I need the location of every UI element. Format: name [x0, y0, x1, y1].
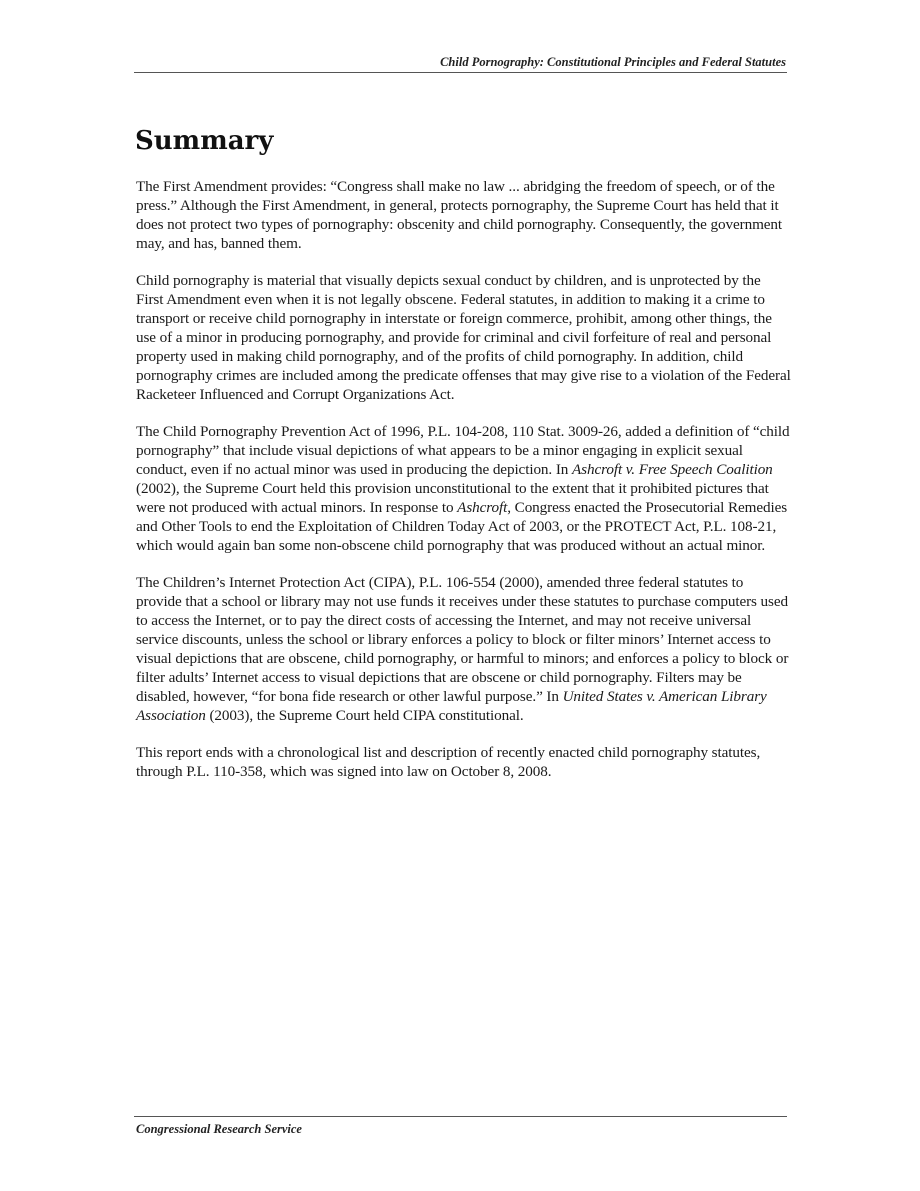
header-rule — [134, 72, 787, 73]
paragraph-cppa — [136, 422, 791, 555]
paragraph-cppa-text-b: (2002), the Supreme Court held this provision unconstitutional to the extent that it prohibited pictures that were not produced with actual minors. In response to — [136, 480, 769, 516]
summary-body — [136, 177, 791, 799]
case-name-ashcroft: Ashcroft — [457, 499, 508, 516]
section-heading: Summary — [135, 126, 274, 156]
running-footer: Congressional Research Service — [136, 1122, 302, 1136]
case-name-us-v-ala: United States v. American Library Association — [136, 688, 767, 724]
paragraph-cipa-text-b: (2003), the Supreme Court held CIPA constitutional. — [205, 707, 524, 724]
paragraph-cipa-text-a: The Children’s Internet Protection Act (CIPA), P.L. 106-554 (2000), amended three federal statutes to provide that a school or library may not use funds it receives under these statutes to purchase computers used to access the Internet, or to pay the direct costs of accessing the Internet, and may not receive universal service discounts, unless the school or library enforces a policy to block or filter minors’ Internet access to visual depictions that are obscene, child pornography, or harmful to minors; and enforces a policy to block or filter adults’ Internet access to visual depictions that are obscene or child pornography. Filters may be disabled, however, “for bona fide research or other lawful purpose.” In — [136, 574, 789, 705]
paragraph-report-scope: This report ends with a chronological list and description of recently enacted child pornography statutes, through P.L. 110-358, which was signed into law on October 8, 2008. — [136, 744, 761, 780]
paragraph-cppa-text-a: The Child Pornography Prevention Act of 1996, P.L. 104-208, 110 Stat. 3009-26, added a definition of “child pornography” that include visual depictions of what appears to be a minor engaging in explicit sexual conduct, even if no actual minor was used in producing the depiction. In — [136, 423, 790, 478]
running-header: Child Pornography: Constitutional Principles and Federal Statutes — [440, 55, 786, 69]
footer-rule — [134, 1116, 787, 1117]
paragraph-first-amendment: The First Amendment provides: “Congress shall make no law ... abridging the freedom of speech, or of the press.” Although the First Amendment, in general, protects pornography, the Supreme Court has held that it does not protect two types of pornography: obscenity and child pornography. Consequently, the government may, and has, banned them. — [136, 178, 783, 252]
case-name-ashcroft-fsc: Ashcroft v. Free Speech Coalition — [571, 461, 773, 478]
paragraph-definition: Child pornography is material that visually depicts sexual conduct by children, and is unprotected by the First Amendment even when it is not legally obscene. Federal statutes, in addition to making it a crime to transport or receive child pornography in interstate or foreign commerce, prohibit, among other things, the use of a minor in producing pornography, and provide for criminal and civil forfeiture of real and personal property used in making child pornography, and of the profits of child pornography. In addition, child pornography crimes are included among the predicate offenses that may give rise to a violation of the Federal Racketeer Influenced and Corrupt Organizations Act. — [136, 272, 791, 403]
paragraph-cppa-text-c: , Congress enacted the Prosecutorial Remedies and Other Tools to end the Exploitation of Children Today Act of 2003, or the PROTECT Act, P.L. 108-21, which would again ban some non-obscene child pornography that was produced without an actual minor. — [136, 499, 788, 554]
paragraph-cipa — [136, 573, 791, 725]
